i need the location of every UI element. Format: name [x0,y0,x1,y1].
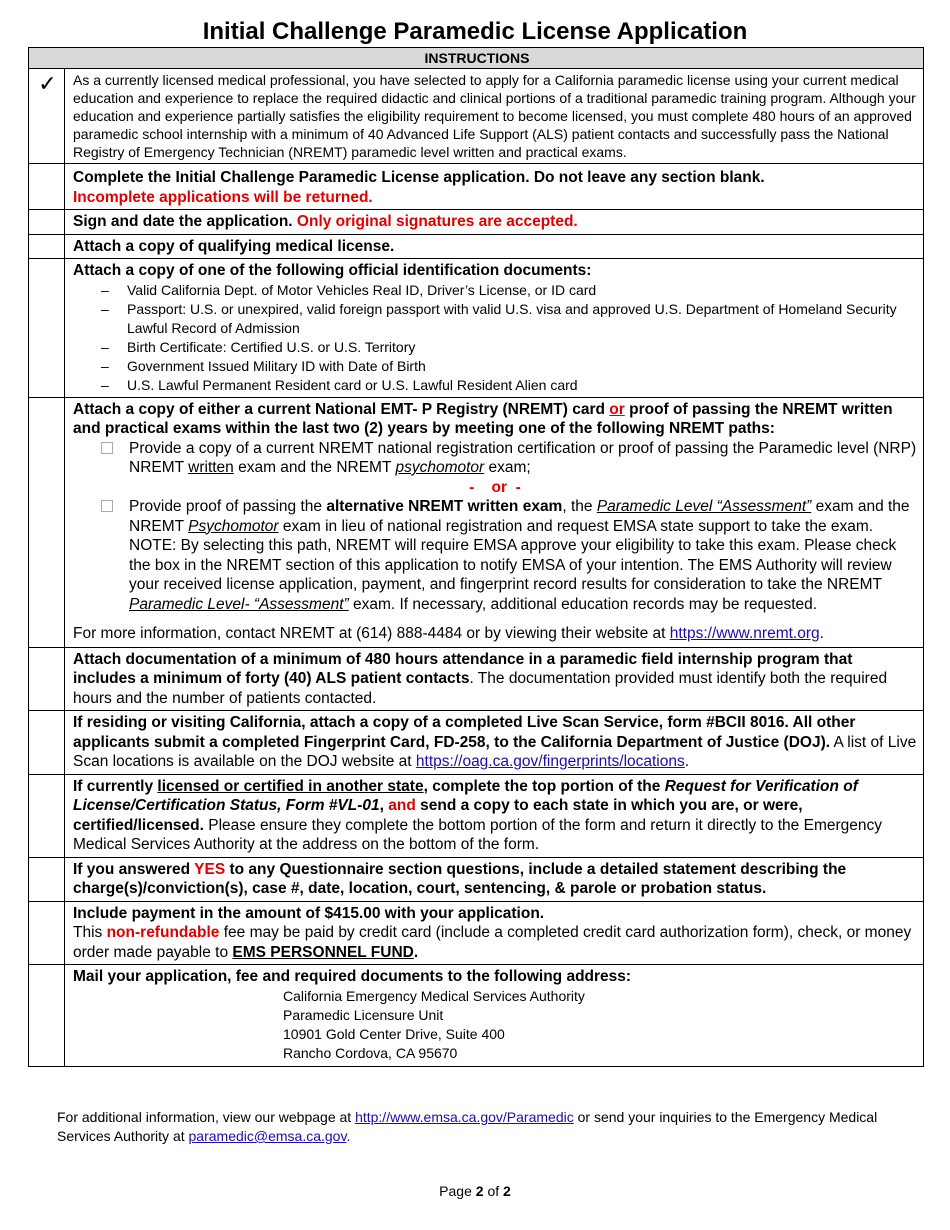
other-state-text: Request for Verification of License/Certification Status, Form #VL-01 [73,777,858,814]
option-text: exam and the NREMT [233,459,396,476]
checklist-row-sign [29,210,924,235]
other-state-and: and [388,797,416,814]
yes-text: If you answered [73,860,195,878]
checkbox-cell[interactable] [29,774,65,857]
page-number [0,1183,950,1199]
checklist-row-internship [29,647,924,711]
nremt-heading-part: Attach a copy of either a current National EMT- P Registry (NREMT) card [73,400,610,418]
checkbox-cell[interactable] [29,397,65,647]
or-separator: - or - [469,478,521,496]
fund-name: EMS PERSONNEL FUND [232,943,414,961]
option-text: Paramedic Level “Assessment” [596,498,812,515]
option-checkbox[interactable] [101,500,113,512]
instructions-header: INSTRUCTIONS [29,48,924,69]
checkbox-cell[interactable] [29,647,65,711]
checkbox-cell[interactable] [29,164,65,210]
option-text: exam in lieu of national registration and request EMSA state support to take the exam. NOTE: By selecting this path, NREMT will require EMSA approve your eligibility to take this exam. Please check the box in the NREMT section of this application to notify EMSA of your intention. The EMS Authority will review your received license application, payment, and fingerprint record results for consideration to take the NREMT [129,517,897,593]
footer-text: . [346,1128,351,1144]
nremt-or: or [609,400,625,418]
other-state-text: If currently [73,777,158,795]
address-line: 10901 Gold Center Drive, Suite 400 [283,1025,505,1042]
id-heading: Attach a copy of one of the following official identification documents: [73,262,592,279]
checklist-row-livescan [29,711,924,775]
id-document-list [73,281,917,395]
option-text: written [188,459,234,476]
address-line: Paramedic Licensure Unit [283,1006,444,1023]
option-text: Psychomotor [188,517,279,535]
nremt-heading-part: proof of passing the NREMT written and practical exams within the last two (2) years by meeting one of the following NREMT paths: [73,400,893,437]
email-link[interactable]: paramedic@emsa.ca.gov [188,1128,347,1144]
checklist-row-payment [29,901,924,965]
checklist-row-complete [29,164,924,210]
checkbox-cell[interactable] [29,711,65,775]
option-text: psychomotor [395,459,485,476]
other-state-text: Please ensure they complete the bottom portion of the form and return it directly to the Emergency Medical Services Authority at the address on the bottom of the form. [73,816,883,853]
sign-text: Sign and date the application. [73,213,297,230]
address-line: Rancho Cordova, CA 95670 [283,1044,458,1061]
internship-text: . The documentation provided must identify both the required hours and the number of patients contacted. [73,670,888,707]
page-title: Initial Challenge Paramedic License Application [202,18,748,45]
checklist-row-mail [29,965,924,1067]
checklist-row-yes [29,857,924,901]
intro-text: As a currently licensed medical professional, you have selected to apply for a California paramedic license using your current medical education and experience to replace the required didactic and clinical portions of a traditional paramedic training program. Although your education and experience partially satisfies the eligibility requirement to become licensed, you must complete 480 hours of an approved paramedic school internship with a minimum of 40 Advanced Life Support (ALS) patient contacts and successfully pass the National Registry of Emergency Technician (NREMT) paramedic level written and practical exams. [65,69,924,164]
option-text: alternative NREMT written exam [326,498,563,515]
signature-warning: Only original signatures are accepted. [296,213,578,230]
nremt-option-1 [73,439,917,478]
instructions-table [28,47,924,1067]
checkmark-icon: ✓ [29,69,65,164]
page-label: Page [439,1183,476,1199]
address-line: California Emergency Medical Services Authority [283,987,585,1004]
option-text: Provide proof of passing the [129,498,327,515]
doj-link[interactable]: https://oag.ca.gov/fingerprints/locations [415,753,685,770]
option-checkbox[interactable] [101,442,113,454]
internship-text: Attach documentation of a minimum of 480 hours attendance in a paramedic field internship program that includes a minimum of forty (40) ALS patient contacts [73,650,853,687]
nremt-info [73,624,917,644]
complete-application-text: Complete the Initial Challenge Paramedic License application. Do not leave any section blank. [73,169,765,186]
checklist-row-id [29,259,924,398]
yes-text: to any Questionnaire section questions, include a detailed statement describing the charge(s)/conviction(s), case #, date, location, court, sentencing, & parole or probation status. [73,860,847,897]
payment-text-part: fee may be paid by credit card (include a completed credit card authorization form), check, or money order made payable to [73,924,912,961]
page-of: of [483,1183,504,1199]
payment-text-part: . [413,943,419,961]
checkbox-cell[interactable] [29,234,65,259]
info-text: For more information, contact NREMT at (614) 888-4484 or by viewing their website at [73,625,670,642]
page-total: 2 [503,1183,511,1199]
checkbox-cell[interactable] [29,259,65,398]
incomplete-warning: Incomplete applications will be returned. [73,188,373,206]
nremt-link[interactable]: https://www.nremt.org [669,625,820,642]
option-text: exam and the NREMT [129,498,910,535]
emsa-paramedic-link[interactable]: http://www.emsa.ca.gov/Paramedic [355,1109,574,1125]
other-state-text: , complete the top portion of the [423,777,665,795]
option-text: exam; [484,459,531,476]
list-item: – Passport: U.S. or unexpired, valid foreign passport with valid U.S. visa and approved U.S. Department of Homeland Security Lawful Record of Admission [73,300,917,338]
livescan-text: If residing or visiting California, attach a copy of a completed Live Scan Service, form #BCII 8016. All other applicants submit a completed Fingerprint Card, FD-258, to the California Department of Justice (DOJ). [73,714,856,751]
option-text: Provide a copy of a current NREMT national registration certification or proof of passing the Paramedic level (NRP) NREMT [129,439,917,476]
option-text: exam. If necessary, additional education records may be requested. [348,595,818,613]
mail-heading: Mail your application, fee and required documents to the following address: [73,968,632,985]
nremt-heading [73,400,917,439]
other-state-text: , [379,797,389,814]
footer-text: or send your inquiries to the Emergency Medical Services Authority at [57,1109,878,1144]
footer-text: For additional information, view our webpage at [57,1109,356,1125]
yes-word: YES [194,860,226,878]
livescan-text: A list of Live Scan locations is available on the DOJ website at [73,733,917,770]
list-item: – U.S. Lawful Permanent Resident card or U.S. Lawful Resident Alien card [73,376,917,395]
list-item: – Birth Certificate: Certified U.S. or U.S. Territory [73,338,917,357]
list-item: – Valid California Dept. of Motor Vehicles Real ID, Driver’s License, or ID card [73,281,917,300]
other-state-text: licensed or certified in another state [157,777,424,795]
footer-note [57,1108,927,1146]
checklist-row-nremt [29,397,924,647]
checkbox-cell[interactable] [29,857,65,901]
payment-text-part: This [73,924,107,941]
page-current: 2 [475,1183,484,1199]
intro-row [29,69,924,164]
checklist-row-other-state [29,774,924,857]
non-refundable-label: non-refundable [106,924,220,941]
mailing-address [73,987,917,1063]
option-text: Paramedic Level- “Assessment” [129,595,349,613]
checkbox-cell[interactable] [29,901,65,965]
payment-text [73,923,917,962]
checkbox-cell[interactable] [29,965,65,1067]
nremt-option-2 [73,497,917,614]
checkbox-cell[interactable] [29,210,65,235]
instructions-header-row [29,48,924,69]
livescan-text: . [684,753,690,770]
info-text: . [819,625,824,642]
list-item: – Government Issued Military ID with Date of Birth [73,357,917,376]
other-state-text: send a copy to each state in which you are, or were, certified/licensed. [73,797,803,834]
license-text: Attach a copy of qualifying medical license. [65,234,924,259]
payment-heading: Include payment in the amount of $415.00 with your application. [73,904,545,922]
option-text: , the [562,498,597,515]
checklist-row-license [29,234,924,259]
